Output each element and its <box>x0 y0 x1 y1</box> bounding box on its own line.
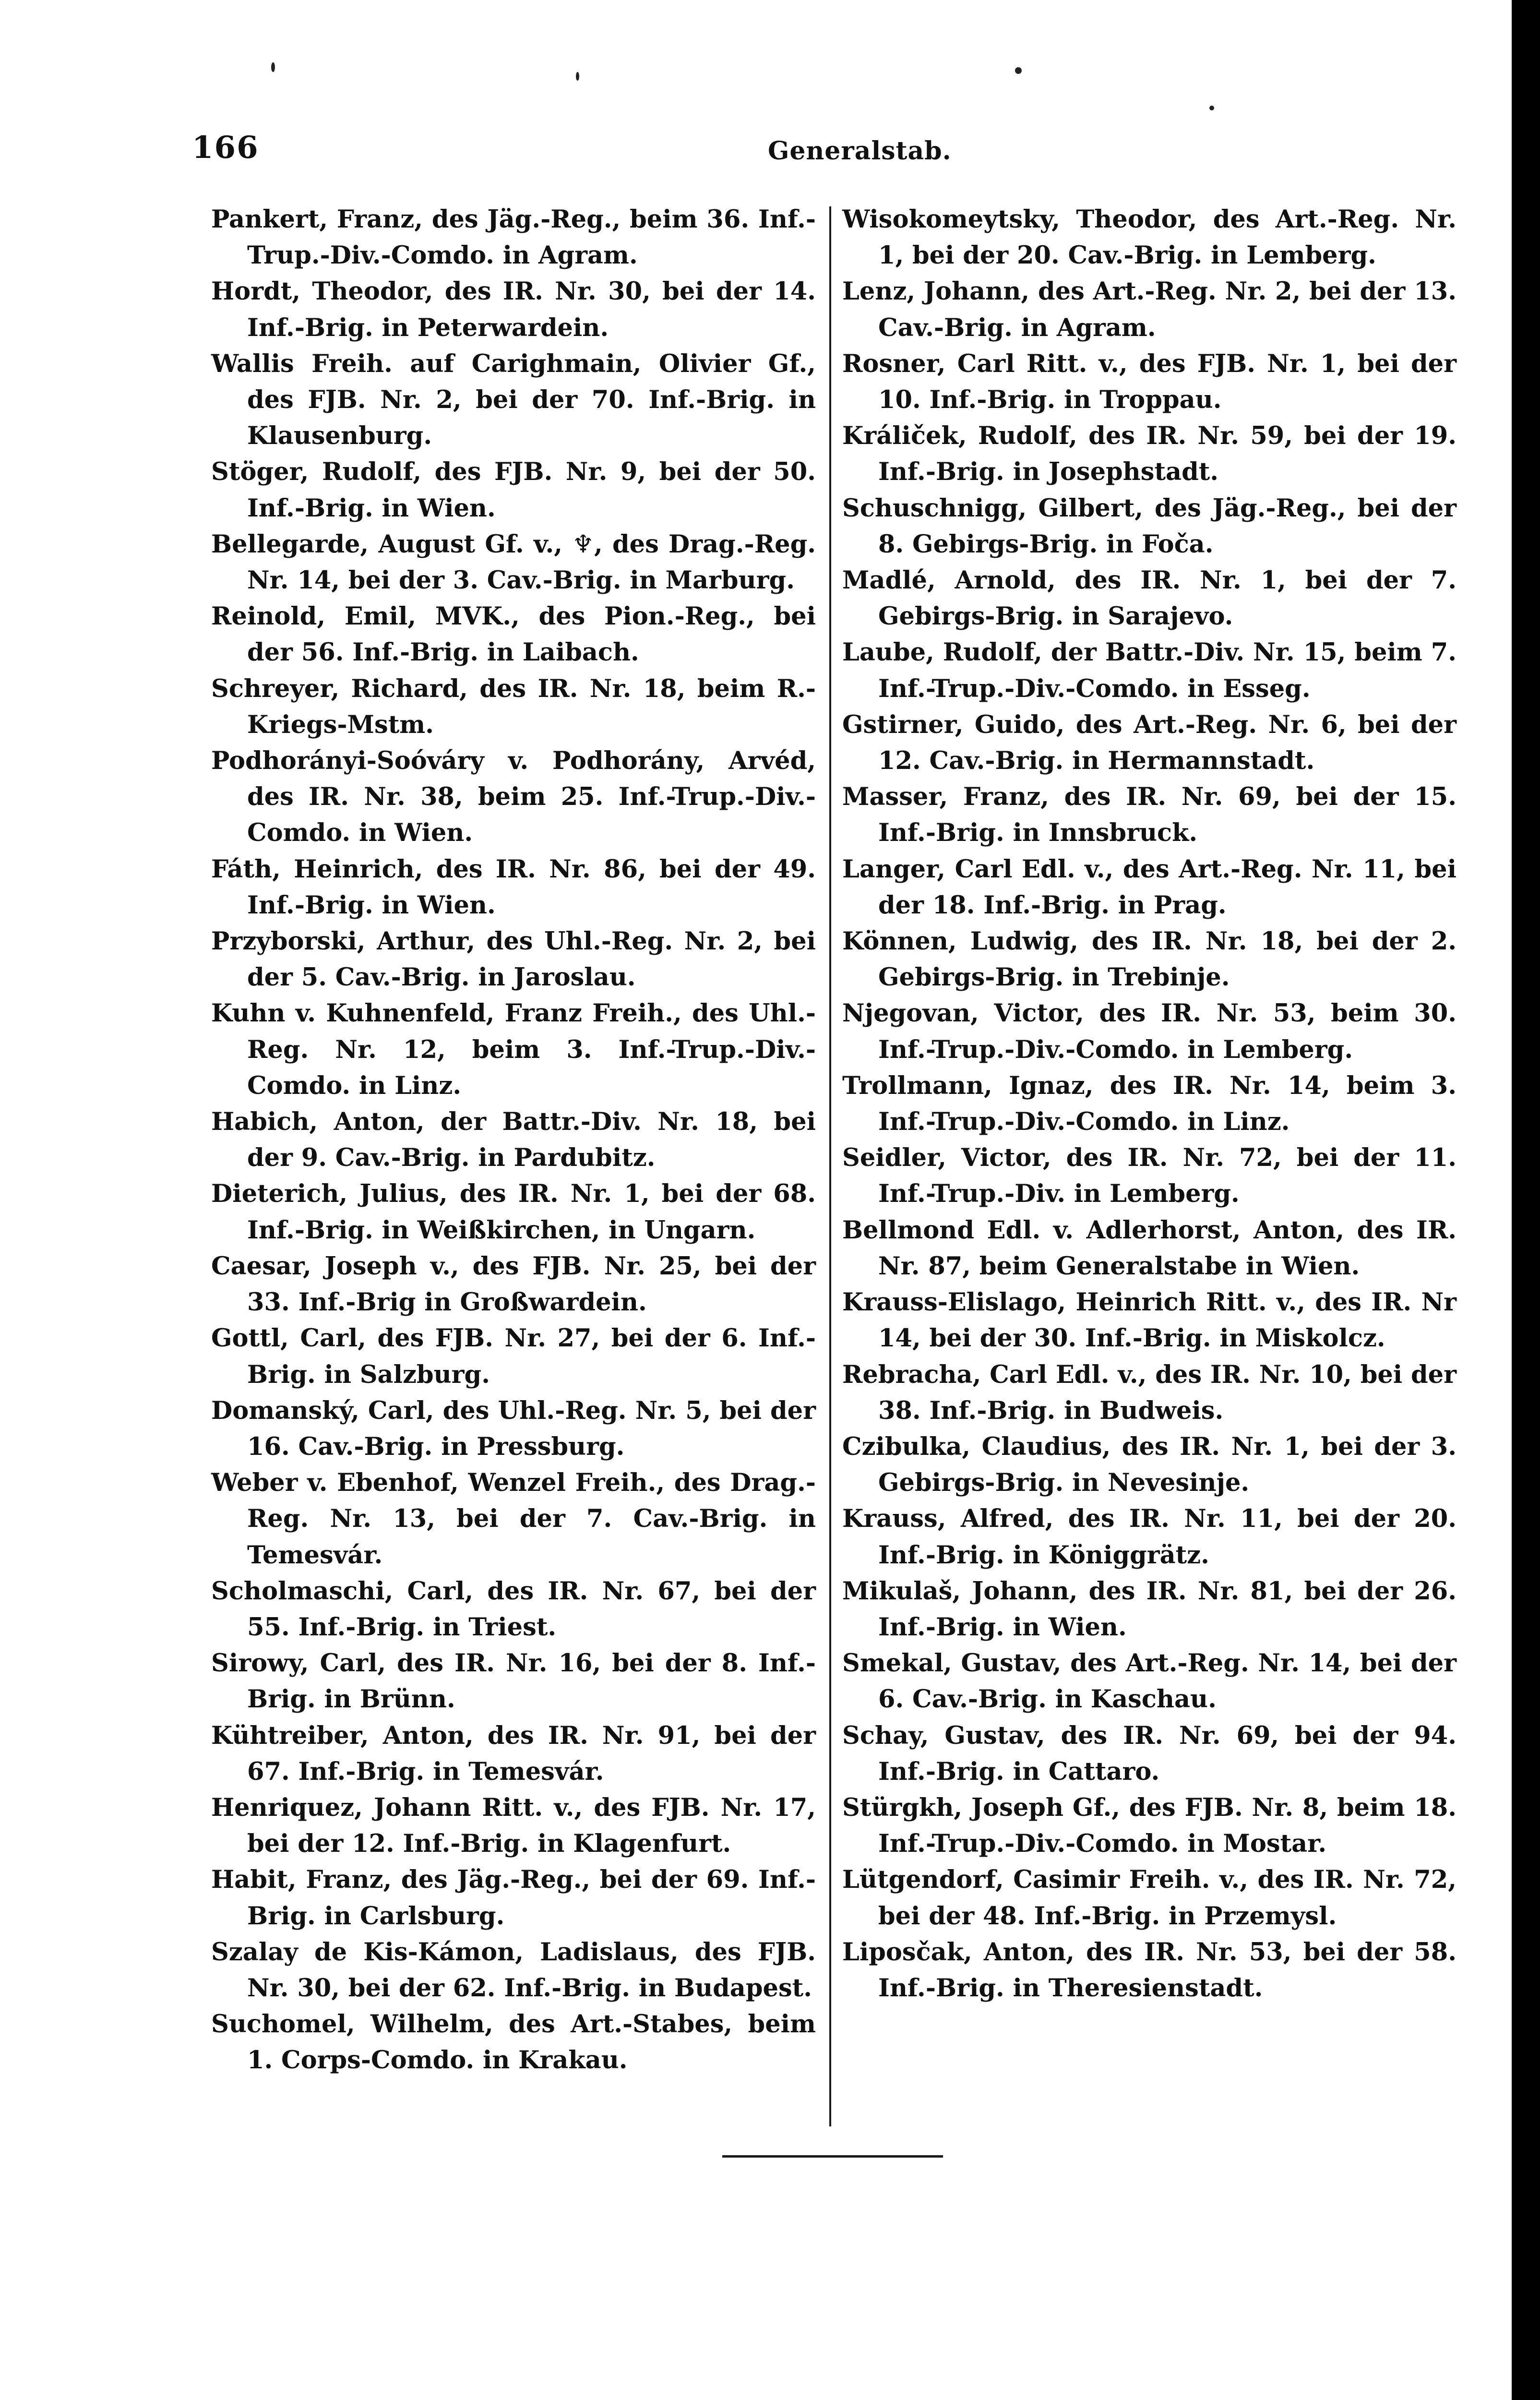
list-item: Kühtreiber, Anton, des IR. Nr. 91, bei der 67. Inf.-Brig. in Temesvár. <box>211 1721 816 1786</box>
list-item: Masser, Franz, des IR. Nr. 69, bei der 15. Inf.-Brig. in Innsbruck. <box>842 782 1456 848</box>
list-item: Przyborski, Arthur, des Uhl.-Reg. Nr. 2, bei der 5. Cav.-Brig. in Jaroslau. <box>211 927 816 992</box>
left-column <box>211 202 816 2079</box>
list-item: Reinold, Emil, MVK., des Pion.-Reg., bei der 56. Inf.-Brig. in Laibach. <box>211 602 816 667</box>
list-item: Czibulka, Claudius, des IR. Nr. 1, bei der 3. Gebirgs-Brig. in Nevesinje. <box>842 1432 1456 1498</box>
list-item: Laube, Rudolf, der Battr.-Div. Nr. 15, beim 7. Inf.-Trup.-Div.-Comdo. in Esseg. <box>842 638 1456 703</box>
list-item: Mikulaš, Johann, des IR. Nr. 81, bei der 26. Inf.-Brig. in Wien. <box>842 1576 1456 1642</box>
list-item: Weber v. Ebenhof, Wenzel Freih., des Drag.-Reg. Nr. 13, bei der 7. Cav.-Brig. in Temesvár. <box>211 1468 816 1570</box>
list-item: Können, Ludwig, des IR. Nr. 18, bei der 2. Gebirgs-Brig. in Trebinje. <box>842 927 1456 992</box>
list-item: Habich, Anton, der Battr.-Div. Nr. 18, bei der 9. Cav.-Brig. in Pardubitz. <box>211 1107 816 1173</box>
list-item: Njegovan, Victor, des IR. Nr. 53, beim 30. Inf.-Trup.-Div.-Comdo. in Lemberg. <box>842 999 1456 1064</box>
list-item: Smekal, Gustav, des Art.-Reg. Nr. 14, bei der 6. Cav.-Brig. in Kaschau. <box>842 1649 1456 1714</box>
list-item: Suchomel, Wilhelm, des Art.-Stabes, beim 1. Corps-Comdo. in Krakau. <box>211 2010 816 2075</box>
column-divider <box>829 206 831 2126</box>
right-column <box>842 202 1456 2006</box>
list-item: Liposčak, Anton, des IR. Nr. 53, bei der 58. Inf.-Brig. in Theresienstadt. <box>842 1937 1456 2003</box>
list-item: Krauss-Elislago, Heinrich Ritt. v., des IR. Nr 14, bei der 30. Inf.-Brig. in Miskolcz. <box>842 1288 1456 1353</box>
list-item: Szalay de Kis-Kámon, Ladislaus, des FJB. Nr. 30, bei der 62. Inf.-Brig. in Budapest. <box>211 1937 816 2003</box>
list-item: Seidler, Victor, des IR. Nr. 72, bei der 11. Inf.-Trup.-Div. in Lemberg. <box>842 1143 1456 1209</box>
list-item: Henriquez, Johann Ritt. v., des FJB. Nr. 17, bei der 12. Inf.-Brig. in Klagenfurt. <box>211 1793 816 1859</box>
list-item: Stöger, Rudolf, des FJB. Nr. 9, bei der 50. Inf.-Brig. in Wien. <box>211 457 816 523</box>
list-item: Stürgkh, Joseph Gf., des FJB. Nr. 8, beim 18. Inf.-Trup.-Div.-Comdo. in Mostar. <box>842 1793 1456 1859</box>
list-item: Schreyer, Richard, des IR. Nr. 18, beim R.-Kriegs-Mstm. <box>211 674 816 739</box>
page-header <box>0 130 1512 173</box>
list-item: Bellmond Edl. v. Adlerhorst, Anton, des IR. Nr. 87, beim Generalstabe in Wien. <box>842 1215 1456 1281</box>
list-item: Kuhn v. Kuhnenfeld, Franz Freih., des Uhl.-Reg. Nr. 12, beim 3. Inf.-Trup.-Div.-Comdo. in Linz. <box>211 999 816 1100</box>
list-item: Domanský, Carl, des Uhl.-Reg. Nr. 5, bei der 16. Cav.-Brig. in Pressburg. <box>211 1396 816 1461</box>
end-rule <box>722 2155 943 2158</box>
list-item: Langer, Carl Edl. v., des Art.-Reg. Nr. 11, bei der 18. Inf.-Brig. in Prag. <box>842 854 1456 920</box>
list-item: Schay, Gustav, des IR. Nr. 69, bei der 94. Inf.-Brig. in Cattaro. <box>842 1721 1456 1786</box>
list-item: Madlé, Arnold, des IR. Nr. 1, bei der 7. Gebirgs-Brig. in Sarajevo. <box>842 566 1456 631</box>
list-item: Lenz, Johann, des Art.-Reg. Nr. 2, bei der 13. Cav.-Brig. in Agram. <box>842 277 1456 342</box>
page-number: 166 <box>192 130 259 166</box>
list-item: Gstirner, Guido, des Art.-Reg. Nr. 6, bei der 12. Cav.-Brig. in Hermannstadt. <box>842 710 1456 776</box>
list-item: Gottl, Carl, des FJB. Nr. 27, bei der 6. Inf.-Brig. in Salzburg. <box>211 1324 816 1389</box>
list-item: Wallis Freih. auf Carighmain, Olivier Gf., des FJB. Nr. 2, bei der 70. Inf.-Brig. in Klausenburg. <box>211 349 816 451</box>
list-item: Hordt, Theodor, des IR. Nr. 30, bei der 14. Inf.-Brig. in Peterwardein. <box>211 277 816 342</box>
list-item: Pankert, Franz, des Jäg.-Reg., beim 36. Inf.-Trup.-Div.-Comdo. in Agram. <box>211 205 816 270</box>
list-item: Caesar, Joseph v., des FJB. Nr. 25, bei der 33. Inf.-Brig in Großwardein. <box>211 1251 816 1317</box>
list-item: Rebracha, Carl Edl. v., des IR. Nr. 10, bei der 38. Inf.-Brig. in Budweis. <box>842 1360 1456 1425</box>
list-item: Králiček, Rudolf, des IR. Nr. 59, bei der 19. Inf.-Brig. in Josephstadt. <box>842 421 1456 487</box>
print-speck <box>576 72 579 81</box>
print-speck <box>1209 106 1214 110</box>
print-speck <box>1015 67 1022 74</box>
scan-border <box>1512 0 1540 2400</box>
list-item: Podhorányi-Soóváry v. Podhorány, Arvéd, des IR. Nr. 38, beim 25. Inf.-Trup.-Div.-Comdo. in Wien. <box>211 746 816 848</box>
list-item: Wisokomeytsky, Theodor, des Art.-Reg. Nr. 1, bei der 20. Cav.-Brig. in Lemberg. <box>842 205 1456 270</box>
list-item: Bellegarde, August Gf. v., ♆, des Drag.-Reg. Nr. 14, bei der 3. Cav.-Brig. in Marburg. <box>211 529 816 595</box>
list-item: Fáth, Heinrich, des IR. Nr. 86, bei der 49. Inf.-Brig. in Wien. <box>211 854 816 920</box>
list-item: Rosner, Carl Ritt. v., des FJB. Nr. 1, bei der 10. Inf.-Brig. in Troppau. <box>842 349 1456 415</box>
list-item: Schuschnigg, Gilbert, des Jäg.-Reg., bei der 8. Gebirgs-Brig. in Foča. <box>842 493 1456 559</box>
print-speck <box>271 62 275 72</box>
list-item: Scholmaschi, Carl, des IR. Nr. 67, bei der 55. Inf.-Brig. in Triest. <box>211 1576 816 1642</box>
list-item: Habit, Franz, des Jäg.-Reg., bei der 69. Inf.-Brig. in Carlsburg. <box>211 1865 816 1931</box>
list-item: Trollmann, Ignaz, des IR. Nr. 14, beim 3. Inf.-Trup.-Div.-Comdo. in Linz. <box>842 1071 1456 1137</box>
list-item: Sirowy, Carl, des IR. Nr. 16, bei der 8. Inf.-Brig. in Brünn. <box>211 1649 816 1714</box>
section-title: Generalstab. <box>768 136 952 166</box>
list-item: Lütgendorf, Casimir Freih. v., des IR. Nr. 72, bei der 48. Inf.-Brig. in Przemysl. <box>842 1865 1456 1931</box>
list-item: Krauss, Alfred, des IR. Nr. 11, bei der 20. Inf.-Brig. in Königgrätz. <box>842 1504 1456 1570</box>
list-item: Dieterich, Julius, des IR. Nr. 1, bei der 68. Inf.-Brig. in Weißkirchen, in Ungarn. <box>211 1179 816 1245</box>
